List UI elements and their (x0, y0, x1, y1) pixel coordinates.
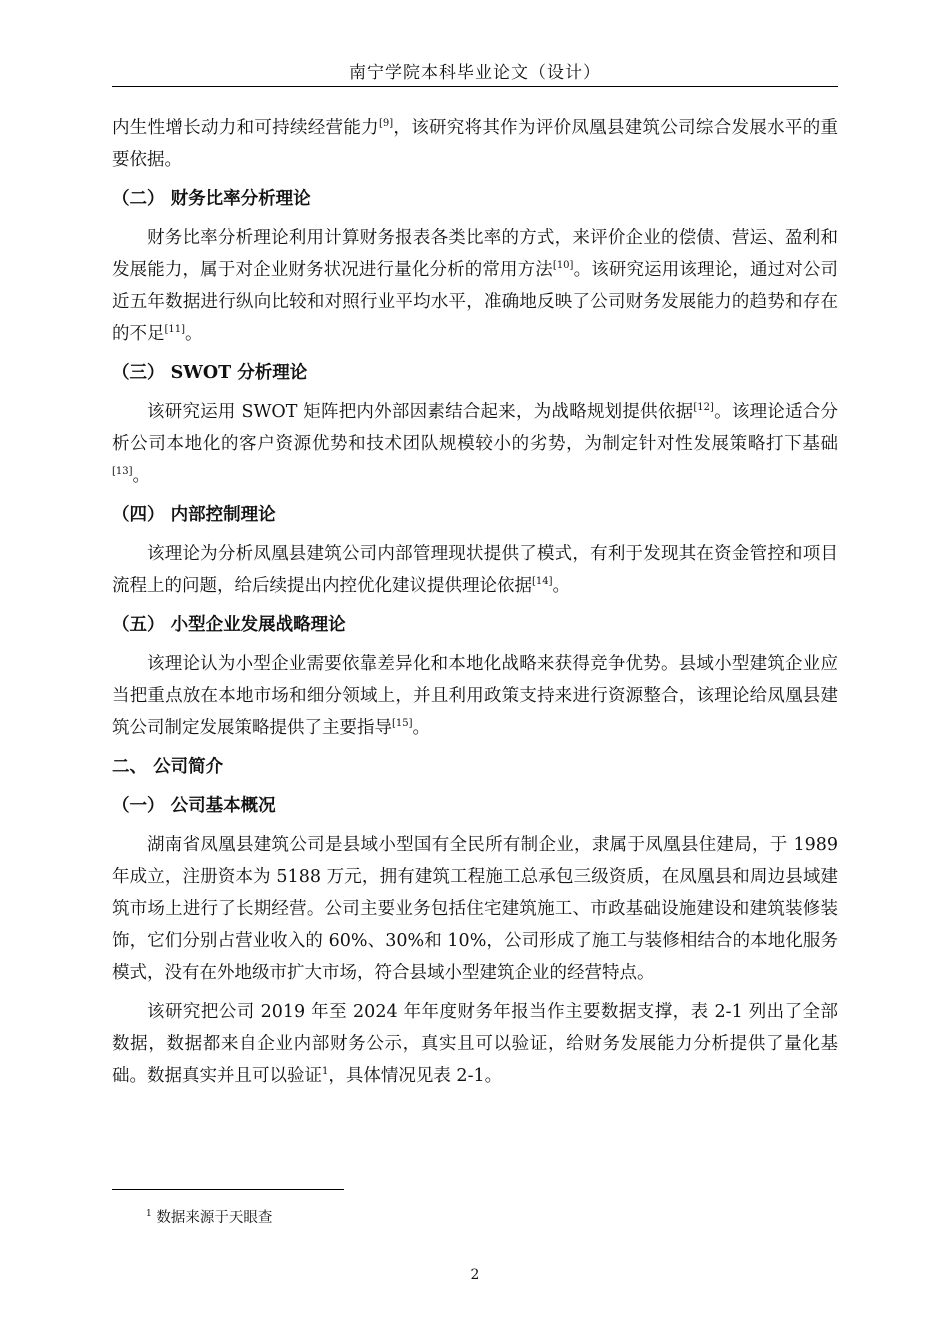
paragraph-swot: 该研究运用 SWOT 矩阵把内外部因素结合起来，为战略规划提供依据[12]。该理论适合分析公司本地化的客户资源优势和技术团队规模较小的劣势，为制定针对性发展策略打下基础[13]。 (112, 402, 838, 486)
footnote-reference: 1 (322, 1066, 329, 1078)
paragraph-internal-control: 该理论为分析凤凰县建筑公司内部管理现状提供了模式，有利于发现其在资金管控和项目流程上的问题，给后续提出内控优化建议提供理论依据[14]。 (112, 544, 838, 596)
header-rule (112, 86, 838, 87)
footnote-rule (112, 1189, 344, 1190)
citation: [10] (552, 260, 574, 272)
footnote: $^1$ 数据来源于天眼查 (146, 1209, 273, 1226)
section-heading-internal-control: （四） 内部控制理论 (112, 505, 276, 525)
document-body (112, 112, 838, 1099)
citation: [13] (112, 466, 133, 478)
citation: [12] (693, 402, 714, 414)
paragraph-company-overview: 湖南省凤凰县建筑公司是县域小型国有全民所有制企业，隶属于凤凰县住建局，于 1989 年成立，注册资本为 5188 万元，拥有建筑工程施工总承包三级资质，在凤凰县和周边县域建筑市场上进行了长期经营。公司主要业务包括住宅建筑施工、市政基础设施建设和建筑装修装饰，它们分别占营业收入的 60%、30%和 10%，公司形成了施工与装修相结合的本地化服务模式，没有在外地级市扩大市场，符合县域小型建筑企业的经营特点。 (112, 835, 838, 983)
paragraph-intro: 内生性增长动力和可持续经营能力[9]，该研究将其作为评价凤凰县建筑公司综合发展水平的重要依据。 (112, 118, 839, 170)
paragraph-small-enterprise: 该理论认为小型企业需要依靠差异化和本地化战略来获得竞争优势。县域小型建筑企业应当把重点放在本地市场和细分领域上，并且利用政策支持来进行资源整合，该理论给凤凰县建筑公司制定发展策略提供了主要指导[15]。 (112, 654, 838, 738)
citation: [9] (378, 118, 394, 130)
section-heading-financial-ratio: （二） 财务比率分析理论 (112, 189, 311, 209)
footnote-mark: 1 (146, 1209, 152, 1220)
section-heading-company-basic: （一） 公司基本概况 (112, 796, 276, 816)
citation: [11] (164, 324, 186, 336)
paragraph-data-source: 该研究把公司 2019 年至 2024 年年度财务年报当作主要数据支撑，表 2-1 列出了全部数据，数据都来自企业内部财务公示，真实且可以验证，给财务发展能力分析提供了量化基础。数据真实并且可以验证$^1$，具体情况见表 2-1。 (112, 1002, 838, 1086)
chapter-heading-company: 二、 公司简介 (112, 757, 224, 777)
paragraph-financial-ratio: 财务比率分析理论利用计算财务报表各类比率的方式，来评价企业的偿债、营运、盈利和发展能力，属于对企业财务状况进行量化分析的常用方法[10]。该研究运用该理论，通过对公司近五年数据进行纵向比较和对照行业平均水平，准确地反映了公司财务发展能力的趋势和存在的不足[11]。 (112, 228, 839, 344)
page-number: 2 (470, 1267, 480, 1283)
citation: [15] (392, 718, 413, 730)
section-heading-swot: （三） SWOT 分析理论 (112, 363, 308, 383)
citation: [14] (532, 576, 553, 588)
section-heading-small-enterprise: （五） 小型企业发展战略理论 (112, 615, 346, 635)
page-header: 南宁学院本科毕业论文（设计） (349, 63, 601, 83)
